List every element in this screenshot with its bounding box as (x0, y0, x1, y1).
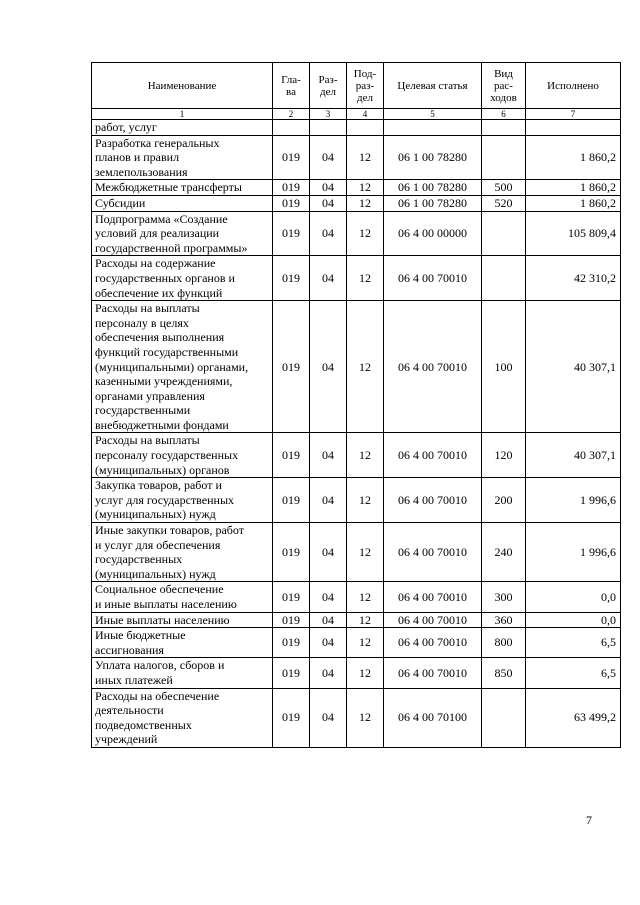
cell-glava: 019 (273, 256, 310, 301)
cell-target-article: 06 4 00 70010 (384, 301, 482, 433)
cell-amount: 40 307,1 (526, 301, 621, 433)
cell-target-article: 06 4 00 70100 (384, 688, 482, 747)
cell-name: Иные бюджетные ассигнования (92, 628, 273, 658)
cell-expense-type: 360 (482, 612, 526, 628)
table-body (92, 120, 621, 748)
table-row (92, 433, 621, 478)
header-razdel: Раз- дел (310, 63, 347, 109)
column-number: 7 (526, 109, 621, 120)
cell-podrazdel: 12 (347, 301, 384, 433)
cell-expense-type: 120 (482, 433, 526, 478)
column-number: 1 (92, 109, 273, 120)
cell-target-article: 06 4 00 70010 (384, 433, 482, 478)
cell-glava: 019 (273, 195, 310, 211)
cell-amount: 0,0 (526, 582, 621, 612)
cell-name: Подпрограмма «Создание условий для реализации государственной программы» (92, 211, 273, 256)
cell-razdel (310, 120, 347, 136)
header-executed: Исполнено (526, 63, 621, 109)
cell-glava: 019 (273, 478, 310, 523)
cell-razdel: 04 (310, 478, 347, 523)
cell-podrazdel: 12 (347, 628, 384, 658)
header-target: Целевая статья (384, 63, 482, 109)
cell-expense-type (482, 688, 526, 747)
cell-glava: 019 (273, 612, 310, 628)
cell-razdel: 04 (310, 523, 347, 582)
cell-podrazdel: 12 (347, 256, 384, 301)
cell-glava: 019 (273, 433, 310, 478)
cell-amount: 1 860,2 (526, 180, 621, 196)
cell-amount: 1 860,2 (526, 135, 621, 180)
table-row (92, 478, 621, 523)
cell-amount: 1 996,6 (526, 523, 621, 582)
cell-razdel: 04 (310, 135, 347, 180)
cell-podrazdel: 12 (347, 478, 384, 523)
cell-expense-type: 100 (482, 301, 526, 433)
cell-expense-type (482, 256, 526, 301)
cell-podrazdel: 12 (347, 582, 384, 612)
cell-glava: 019 (273, 582, 310, 612)
cell-expense-type: 800 (482, 628, 526, 658)
cell-name: Разработка генеральных планов и правил землепользования (92, 135, 273, 180)
cell-expense-type: 500 (482, 180, 526, 196)
cell-name: Закупка товаров, работ и услуг для государственных (муниципальных) нужд (92, 478, 273, 523)
cell-razdel: 04 (310, 433, 347, 478)
column-number: 6 (482, 109, 526, 120)
cell-name: Расходы на обеспечение деятельности подведомственных учреждений (92, 688, 273, 747)
cell-podrazdel: 12 (347, 612, 384, 628)
cell-target-article: 06 4 00 70010 (384, 256, 482, 301)
cell-name: Межбюджетные трансферты (92, 180, 273, 196)
cell-glava: 019 (273, 301, 310, 433)
cell-amount (526, 120, 621, 136)
cell-podrazdel (347, 120, 384, 136)
cell-glava: 019 (273, 180, 310, 196)
cell-target-article: 06 4 00 70010 (384, 523, 482, 582)
cell-podrazdel: 12 (347, 433, 384, 478)
cell-amount: 0,0 (526, 612, 621, 628)
column-number: 4 (347, 109, 384, 120)
cell-razdel: 04 (310, 256, 347, 301)
page-number: 7 (586, 813, 592, 827)
cell-podrazdel: 12 (347, 195, 384, 211)
cell-target-article: 06 4 00 70010 (384, 478, 482, 523)
cell-target-article: 06 1 00 78280 (384, 135, 482, 180)
cell-glava (273, 120, 310, 136)
table-row (92, 301, 621, 433)
table-row (92, 135, 621, 180)
cell-name: Социальное обеспечение и иные выплаты населению (92, 582, 273, 612)
cell-razdel: 04 (310, 211, 347, 256)
cell-name: работ, услуг (92, 120, 273, 136)
cell-razdel: 04 (310, 301, 347, 433)
cell-razdel: 04 (310, 195, 347, 211)
cell-name: Расходы на выплаты персоналу государственных (муниципальных) органов (92, 433, 273, 478)
cell-expense-type: 520 (482, 195, 526, 211)
cell-target-article (384, 120, 482, 136)
cell-glava: 019 (273, 628, 310, 658)
table-row (92, 658, 621, 688)
cell-amount: 105 809,4 (526, 211, 621, 256)
table-row (92, 120, 621, 136)
cell-target-article: 06 4 00 70010 (384, 658, 482, 688)
column-number: 3 (310, 109, 347, 120)
table-row (92, 688, 621, 747)
cell-amount: 1 996,6 (526, 478, 621, 523)
cell-razdel: 04 (310, 180, 347, 196)
table-row (92, 628, 621, 658)
cell-name: Иные закупки товаров, работ и услуг для обеспечения государственных (муниципальных) нужд (92, 523, 273, 582)
table-row (92, 256, 621, 301)
header-glava: Гла- ва (273, 63, 310, 109)
cell-target-article: 06 4 00 70010 (384, 612, 482, 628)
cell-podrazdel: 12 (347, 180, 384, 196)
cell-razdel: 04 (310, 612, 347, 628)
cell-podrazdel: 12 (347, 523, 384, 582)
cell-glava: 019 (273, 523, 310, 582)
cell-amount: 63 499,2 (526, 688, 621, 747)
cell-target-article: 06 4 00 70010 (384, 582, 482, 612)
cell-glava: 019 (273, 135, 310, 180)
column-number: 5 (384, 109, 482, 120)
cell-target-article: 06 4 00 70010 (384, 628, 482, 658)
cell-glava: 019 (273, 211, 310, 256)
cell-amount: 6,5 (526, 628, 621, 658)
cell-name: Расходы на выплаты персоналу в целях обеспечения выполнения функций государственными (муниципальными) органами, казенными учреждениями, органами управления государственными внебюджетными фондами (92, 301, 273, 433)
cell-name: Иные выплаты населению (92, 612, 273, 628)
column-number: 2 (273, 109, 310, 120)
cell-amount: 1 860,2 (526, 195, 621, 211)
cell-razdel: 04 (310, 582, 347, 612)
table-row (92, 195, 621, 211)
table-row (92, 582, 621, 612)
cell-podrazdel: 12 (347, 658, 384, 688)
cell-glava: 019 (273, 688, 310, 747)
cell-expense-type: 300 (482, 582, 526, 612)
cell-podrazdel: 12 (347, 211, 384, 256)
budget-table (91, 62, 621, 748)
cell-target-article: 06 1 00 78280 (384, 180, 482, 196)
cell-expense-type (482, 211, 526, 256)
cell-name: Расходы на содержание государственных органов и обеспечение их функций (92, 256, 273, 301)
header-podrazdel: Под- раз- дел (347, 63, 384, 109)
cell-razdel: 04 (310, 688, 347, 747)
table-row (92, 612, 621, 628)
table-row (92, 211, 621, 256)
cell-podrazdel: 12 (347, 688, 384, 747)
cell-name: Уплата налогов, сборов и иных платежей (92, 658, 273, 688)
table-row (92, 523, 621, 582)
cell-expense-type: 200 (482, 478, 526, 523)
cell-amount: 40 307,1 (526, 433, 621, 478)
cell-podrazdel: 12 (347, 135, 384, 180)
cell-expense-type: 850 (482, 658, 526, 688)
cell-amount: 6,5 (526, 658, 621, 688)
cell-expense-type (482, 120, 526, 136)
cell-name: Субсидии (92, 195, 273, 211)
cell-target-article: 06 4 00 00000 (384, 211, 482, 256)
cell-target-article: 06 1 00 78280 (384, 195, 482, 211)
cell-razdel: 04 (310, 658, 347, 688)
cell-amount: 42 310,2 (526, 256, 621, 301)
cell-glava: 019 (273, 658, 310, 688)
cell-razdel: 04 (310, 628, 347, 658)
table-row (92, 180, 621, 196)
cell-expense-type: 240 (482, 523, 526, 582)
header-name: Наименование (92, 63, 273, 109)
cell-expense-type (482, 135, 526, 180)
header-vid: Вид рас- ходов (482, 63, 526, 109)
